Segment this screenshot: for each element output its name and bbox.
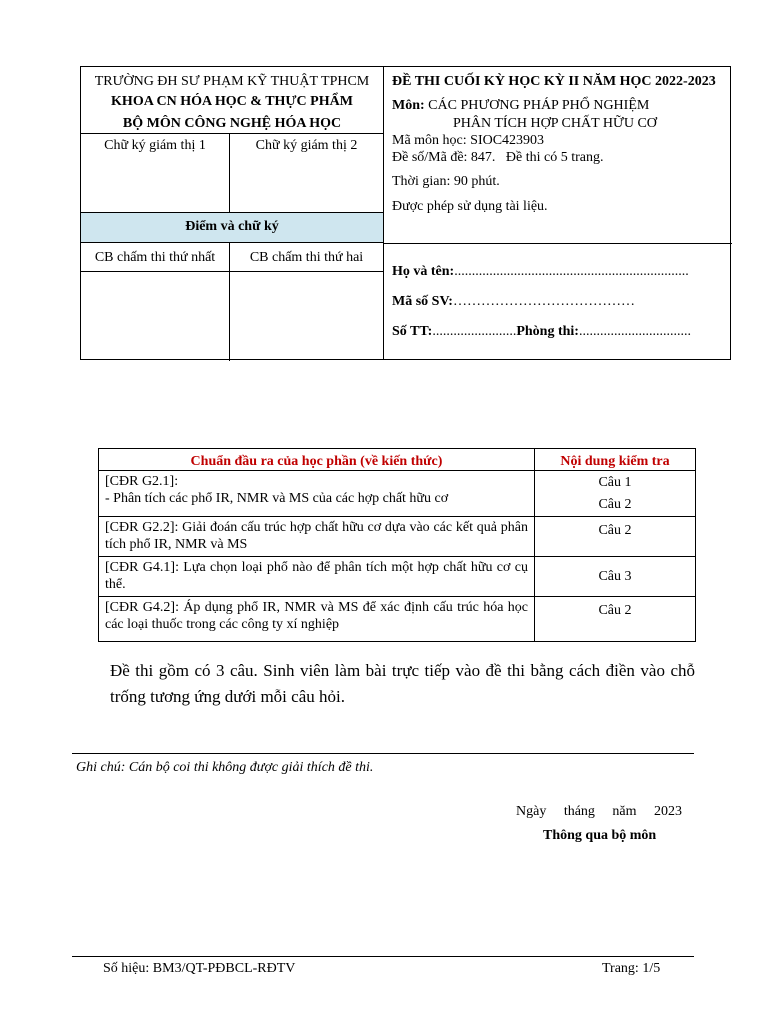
- grader2-label: CB chấm thi thứ hai: [249, 250, 364, 265]
- table-header-row: [99, 449, 696, 471]
- question-ref: Câu 3: [535, 557, 696, 597]
- table-row: [99, 517, 696, 557]
- table-row: [99, 597, 696, 642]
- outcome-cell: [CĐR G4.2]: Áp dụng phổ IR, NMR và MS để xác định cấu trúc hóa học các loại thuốc trong các công ty xí nghiệp: [99, 597, 535, 642]
- outcome-cell: [CĐR G2.2]: Giải đoán cấu trúc hợp chất hữu cơ dựa vào các kết quả phân tích phổ IR, NMR và MS: [99, 517, 535, 557]
- name-label: Họ và tên:: [392, 264, 455, 279]
- student-name-line: [392, 263, 689, 281]
- question-ref: Câu 1: [598, 474, 632, 490]
- page-number: Trang: 1/5: [602, 961, 661, 976]
- name-blank: ...................................................................: [454, 264, 689, 279]
- subject-label: Môn:: [392, 98, 425, 113]
- exam-duration: Thời gian: 90 phút.: [392, 174, 500, 189]
- student-id-blank: …………………………………: [452, 294, 635, 309]
- grader1-label: CB chấm thi thứ nhất: [94, 250, 216, 265]
- divider: [72, 753, 694, 754]
- faculty-name: KHOA CN HÓA HỌC & THỰC PHẨM: [111, 94, 353, 109]
- score-band-label: Điểm và chữ ký: [185, 219, 279, 234]
- question-ref: Câu 2: [535, 517, 696, 557]
- exam-title: ĐỀ THI CUỐI KỲ HỌC KỲ II NĂM HỌC 2022-2023: [392, 74, 716, 89]
- seq-label: Số TT:: [392, 324, 433, 339]
- footer-divider: [72, 956, 694, 957]
- room-label: Phòng thi:: [516, 324, 579, 339]
- department-name: BỘ MÔN CÔNG NGHỆ HÓA HỌC: [122, 116, 342, 131]
- proctor-note: Ghi chú: Cán bộ coi thi không được giải thích đề thi.: [76, 760, 374, 775]
- outcome-cell: [99, 471, 535, 517]
- question-ref: Câu 2: [598, 496, 632, 512]
- materials-note: Được phép sử dụng tài liệu.: [392, 199, 548, 214]
- exam-instructions: Đề thi gồm có 3 câu. Sinh viên làm bài trực tiếp vào đề thi bằng cách điền vào chỗ trống tương ứng dưới mỗi câu hỏi.: [110, 661, 695, 706]
- learning-outcomes-table: [98, 448, 696, 642]
- subject-name: CÁC PHƯƠNG PHÁP PHỔ NGHIỆM: [428, 98, 650, 113]
- student-id-label: Mã số SV:: [392, 294, 453, 309]
- rule: [81, 133, 383, 134]
- exam-code: Đề số/Mã đề: 847. Đề thi có 5 trang.: [392, 150, 604, 165]
- date-line: Ngày tháng năm 2023: [516, 804, 683, 819]
- outcome-desc: - Phân tích các phổ IR, NMR và MS của các hợp chất hữu cơ: [105, 491, 449, 506]
- outcome-code: [CĐR G2.1]:: [105, 474, 179, 489]
- outcome-cell: [CĐR G4.1]: Lựa chọn loại phổ nào để phân tích một hợp chất hữu cơ cụ thể.: [99, 557, 535, 597]
- student-id-line: [392, 293, 635, 311]
- header-divider: [383, 67, 384, 359]
- outcome-col-header: Chuẩn đầu ra của học phần (về kiến thức): [99, 449, 535, 471]
- form-code: Số hiệu: BM3/QT-PĐBCL-RĐTV: [103, 961, 296, 976]
- subject-name-2: PHÂN TÍCH HỢP CHẤT HỮU CƠ: [453, 116, 657, 131]
- content-cell: [535, 471, 696, 517]
- content-col-header: Nội dung kiểm tra: [535, 449, 696, 471]
- table-row: [99, 471, 696, 517]
- subject-line: [392, 97, 649, 115]
- table-row: [99, 557, 696, 597]
- seq-blank: ........................: [432, 324, 517, 339]
- proctor1-label: Chữ ký giám thị 1: [104, 138, 206, 153]
- course-code: Mã môn học: SIOC423903: [392, 133, 545, 148]
- rule: [383, 243, 732, 244]
- school-name: TRƯỜNG ĐH SƯ PHẠM KỸ THUẬT TPHCM: [94, 74, 370, 89]
- room-blank: ................................: [578, 324, 691, 339]
- seq-room-line: [392, 323, 691, 341]
- rule: [81, 271, 383, 272]
- exam-header-box: [80, 66, 731, 360]
- approval-label: Thông qua bộ môn: [543, 828, 657, 843]
- proctor2-label: Chữ ký giám thị 2: [255, 138, 358, 153]
- question-ref: Câu 2: [535, 597, 696, 642]
